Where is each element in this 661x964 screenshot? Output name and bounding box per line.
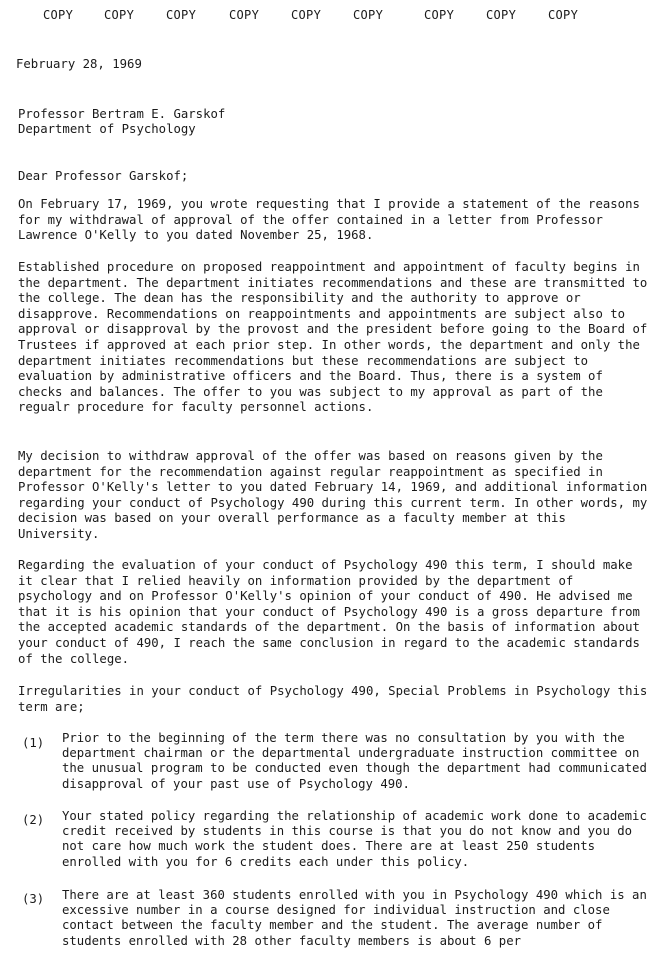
paragraph-decision: My decision to withdraw approval of the offer was based on reasons given by the department for the recommendation against regular reappointment as specified in Professor O'Kelly's letter to you dated February 14, 1969, and additional information regarding your conduct of Psychology 490 during this current term. In other words, my decision was based on your overall performance as a faculty member at this University.	[18, 449, 648, 541]
recipient-department: Department of Psychology	[18, 122, 196, 136]
salutation: Dear Professor Garskof;	[18, 169, 189, 183]
recipient-name: Professor Bertram E. Garskof	[18, 107, 226, 121]
item-number: (3)	[22, 892, 45, 906]
copy-stamp: COPY	[291, 8, 322, 22]
copy-stamp: COPY	[104, 8, 135, 22]
copy-stamp: COPY	[229, 8, 260, 22]
list-item: Your stated policy regarding the relationship of academic work done to academic credit received by students in this course is that you do not know and you do not care how much work the student does. There are at least 250 students enrolled with you for 6 credits each under this policy.	[62, 809, 647, 869]
copy-stamp: COPY	[353, 8, 384, 22]
item-number: (2)	[22, 813, 45, 827]
copy-stamp: COPY	[166, 8, 197, 22]
copy-stamp: COPY	[486, 8, 517, 22]
letter-date: February 28, 1969	[16, 57, 142, 71]
list-item: There are at least 360 students enrolled with you in Psychology 490 which is an excessive number in a course designed for individual instruction and close contact between the faculty member and the student. The average number of students enrolled with 28 other faculty members is about 6 per	[62, 888, 647, 948]
paragraph-evaluation: Regarding the evaluation of your conduct of Psychology 490 this term, I should make it clear that I relied heavily on information provided by the department of psychology and on Professor O'Kelly's opinion of your conduct of 490. He advised me that it is his opinion that your conduct of Psychology 490 is a gross departure from the accepted academic standards of the department. On the basis of information about your conduct of 490, I reach the same conclusion in regard to the academic standards of the college.	[18, 558, 640, 666]
list-item: Prior to the beginning of the term there was no consultation by you with the department chairman or the departmental undergraduate instruction committee on the unusual program to be conducted even though the department had communicated disapproval of your past use of Psychology 490.	[62, 731, 647, 791]
paragraph-irregularities: Irregularities in your conduct of Psychology 490, Special Problems in Psychology this term are;	[18, 684, 648, 714]
copy-stamp-row	[0, 8, 661, 28]
copy-stamp: COPY	[548, 8, 579, 22]
copy-stamp: COPY	[424, 8, 455, 22]
paragraph-request: On February 17, 1969, you wrote requesting that I provide a statement of the reasons for my withdrawal of approval of the offer contained in a letter from Professor Lawrence O'Kelly to you dated November 25, 1968.	[18, 197, 640, 243]
copy-stamp: COPY	[43, 8, 74, 22]
item-number: (1)	[22, 736, 45, 750]
paragraph-procedure: Established procedure on proposed reappointment and appointment of faculty begins in the department. The department initiates recommendations and these are transmitted to the college. The dean has the responsibility and the authority to approve or disapprove. Recommendations on reappointments and appointments are subject also to approval or disapproval by the provost and the president before going to the Board of Trustees if approved at each prior step. In other words, the department and only the department initiates recommendations but these recommendations are subject to evaluation by administrative officers and the Board. Thus, there is a system of checks and balances. The offer to you was subject to my approval as part of the regualr procedure for faculty personnel actions.	[18, 260, 648, 415]
